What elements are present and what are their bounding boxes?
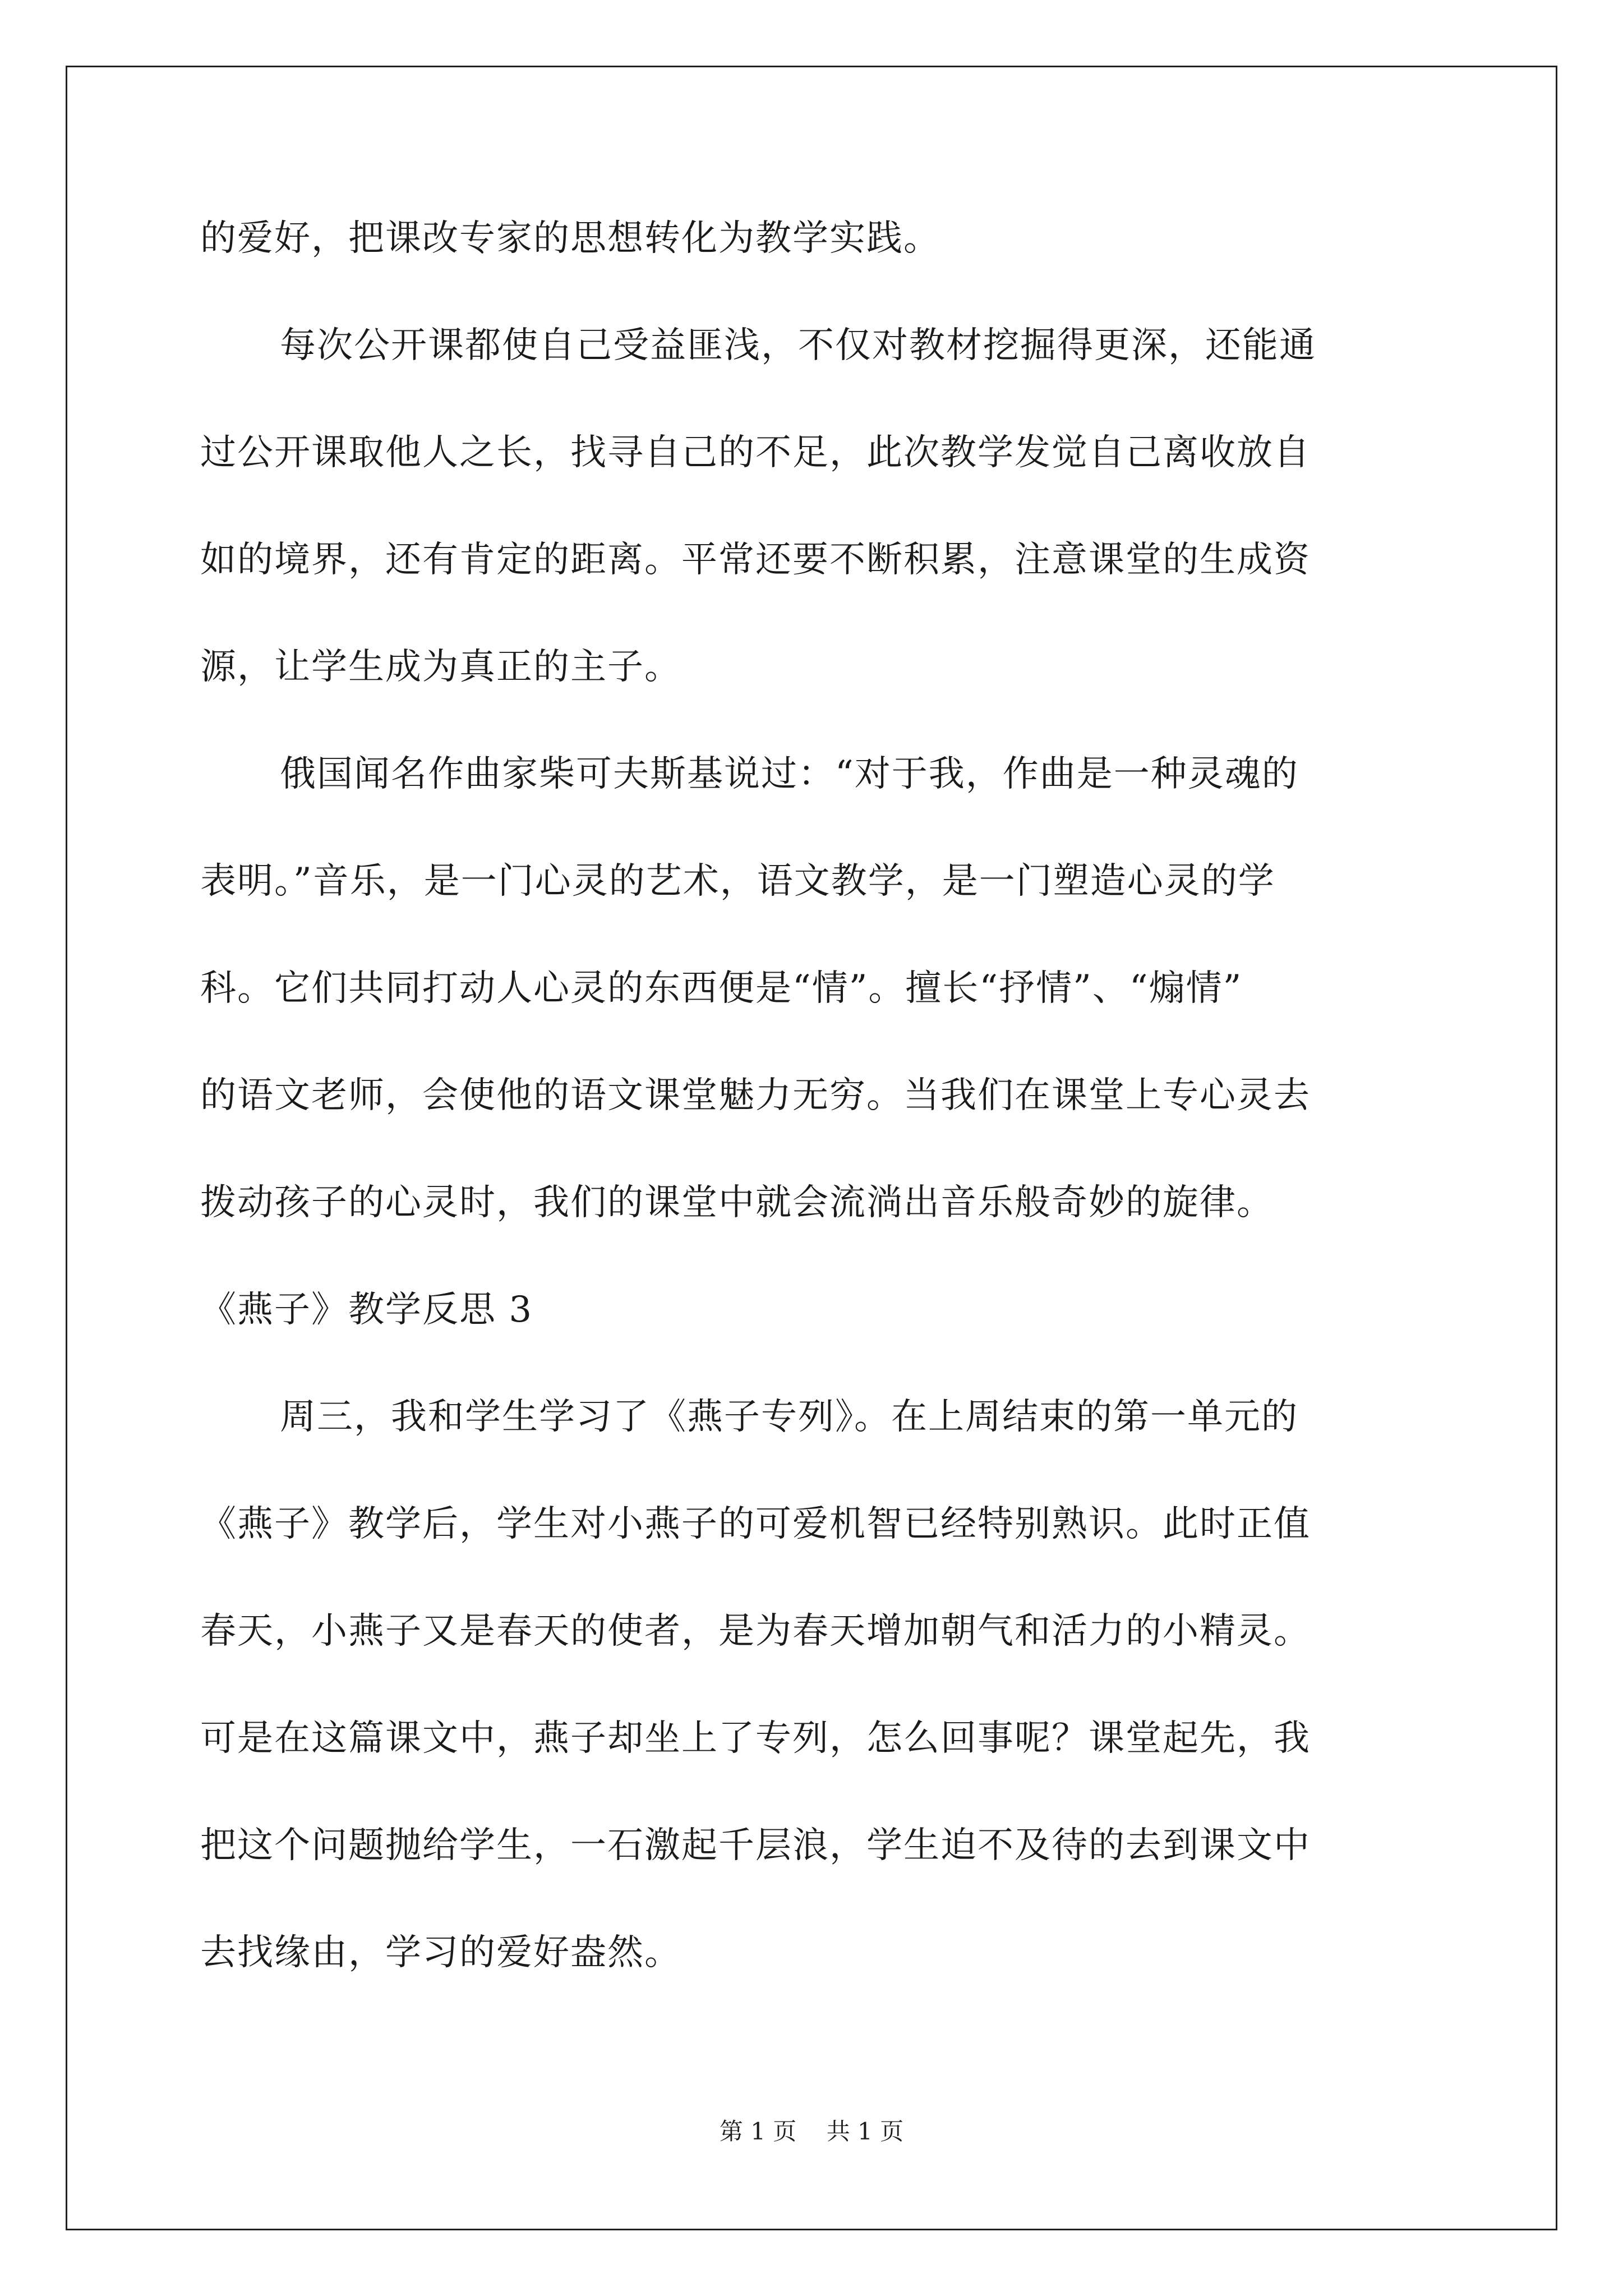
- page-footer: 第 1 页 共 1 页: [719, 2118, 904, 2145]
- section-heading: 《燕子》教学反思 3: [200, 1289, 533, 1331]
- text-line: 俄国闻名作曲家柴可夫斯基说过：“对于我，作曲是一种灵魂的: [280, 753, 1299, 795]
- text-line: 把这个问题抛给学生，一石激起千层浪，学生迫不及待的去到课文中: [200, 1825, 1311, 1866]
- text-line: 可是在这篇课文中，燕子却坐上了专列，怎么回事呢？课堂起先，我: [200, 1718, 1311, 1759]
- paragraph: [200, 721, 1434, 1257]
- text-line: 源，让学生成为真正的主子。: [200, 646, 681, 688]
- text-line: 去找缘由，学习的爱好盎然。: [200, 1932, 681, 1973]
- document-body: [200, 185, 1434, 2007]
- paragraph: [200, 185, 1434, 292]
- text-line: 如的境界，还有肯定的距离。平常还要不断积累，注意课堂的生成资: [200, 539, 1311, 581]
- paragraph: [200, 292, 1434, 721]
- paragraph: [200, 1364, 1434, 2007]
- text-line: 过公开课取他人之长，找寻自己的不足，此次教学发觉自己离收放自: [200, 432, 1311, 473]
- text-line: 《燕子》教学后，学生对小燕子的可爱机智已经特别熟识。此时正值: [200, 1503, 1311, 1545]
- text-line: 周三，我和学生学习了《燕子专列》。在上周结束的第一单元的: [280, 1396, 1298, 1438]
- text-line: 春天，小燕子又是春天的使者，是为春天增加朝气和活力的小精灵。: [200, 1611, 1311, 1652]
- text-line: 的爱好，把课改专家的思想转化为教学实践。: [200, 218, 940, 259]
- text-line: 每次公开课都使自己受益匪浅，不仅对教材挖掘得更深，还能通: [280, 325, 1316, 366]
- text-line: 拨动孩子的心灵时，我们的课堂中就会流淌出音乐般奇妙的旋律。: [200, 1182, 1274, 1223]
- text-line: 的语文老师，会使他的语文课堂魅力无穷。当我们在课堂上专心灵去: [200, 1075, 1311, 1116]
- text-line: 科。它们共同打动人心灵的东西便是“情”。擅长“抒情”、“煽情”: [200, 968, 1243, 1009]
- text-line: 表明。”音乐，是一门心灵的艺术，语文教学，是一门塑造心灵的学: [200, 861, 1275, 902]
